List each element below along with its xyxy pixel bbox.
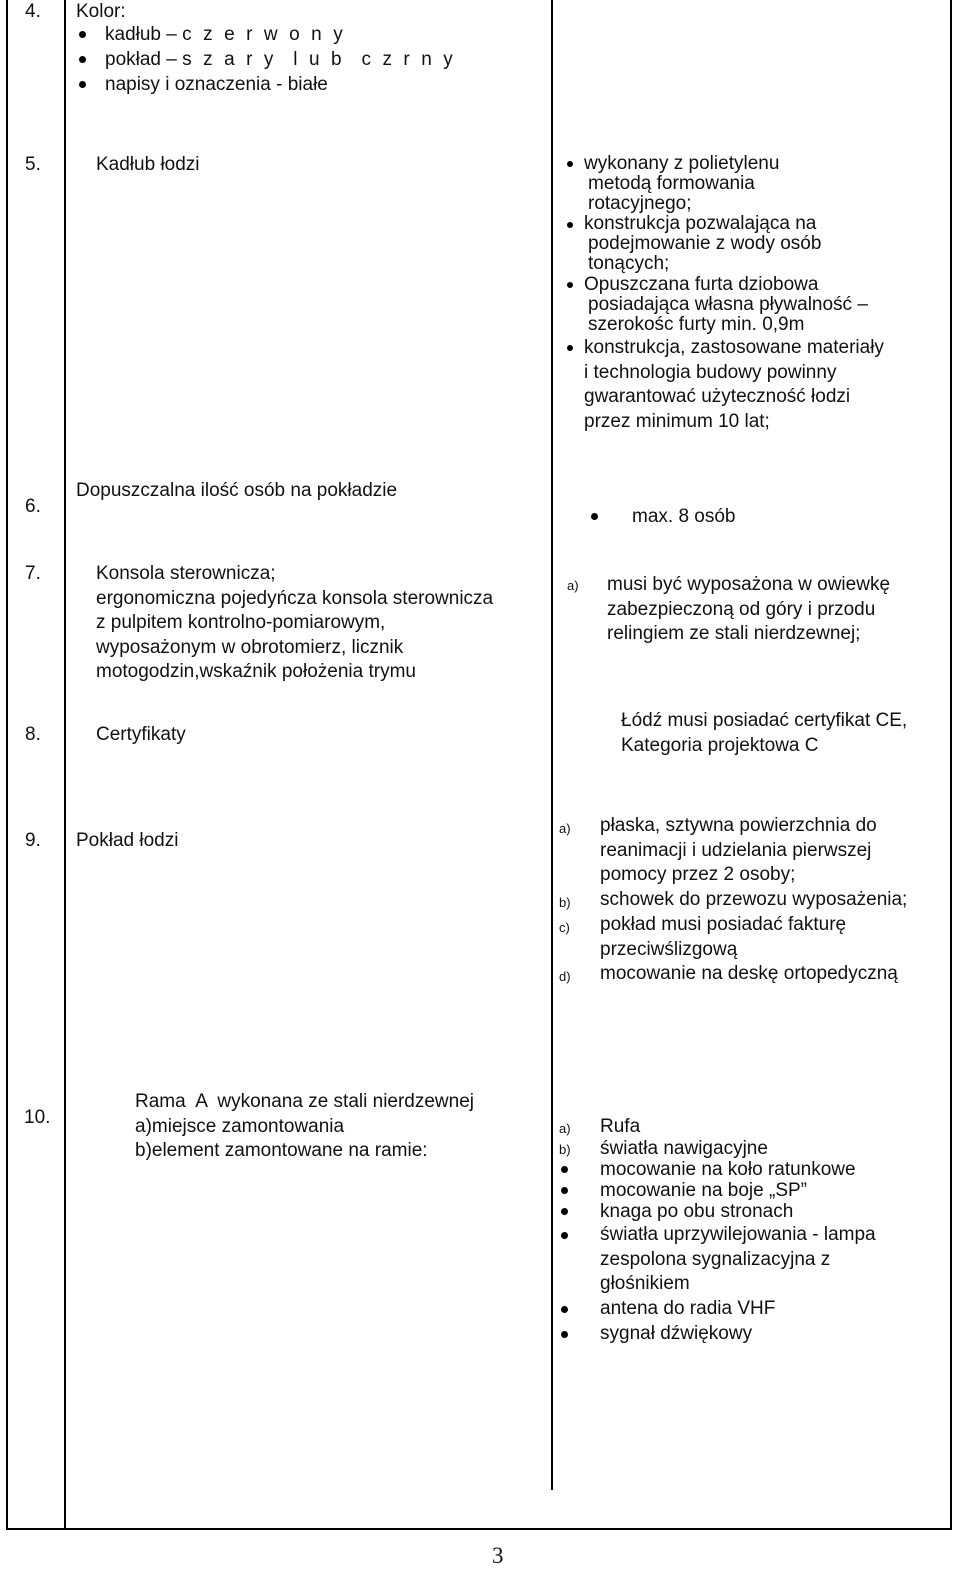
item-label: c) <box>559 920 570 935</box>
list-item: światła nawigacyjne <box>600 1138 768 1159</box>
table-border-bottom <box>6 1528 952 1530</box>
bullet-icon <box>79 81 86 88</box>
bullet-icon <box>567 345 573 351</box>
bullet-icon <box>561 1187 568 1194</box>
table-border-left <box>6 0 8 1529</box>
list-item: konstrukcja pozwalająca na podejmowanie z wody osób tonących; <box>584 213 822 274</box>
row-description: Konsola sterownicza; ergonomiczna pojedyńcza konsola sterownicza z pulpitem kontrolno-pomiarowym, wyposażonym w obrotomierz, licznik motogodzin,wskaźnik położenia trymu <box>96 563 494 682</box>
table-border-right <box>950 0 952 1529</box>
list-item: mocowanie na koło ratunkowe <box>600 1159 856 1180</box>
item-label: a) <box>559 821 571 836</box>
row-title: Certyfikaty <box>96 724 186 745</box>
bullet-icon <box>567 222 573 228</box>
row-number: 5. <box>25 154 41 175</box>
list-item: kadłub – c z e r w o n y <box>105 24 346 45</box>
bullet-icon <box>561 1306 568 1313</box>
list-item: Rufa <box>600 1116 641 1137</box>
item-label: a) <box>559 1121 571 1136</box>
list-item: mocowanie na deskę ortopedyczną <box>600 963 898 984</box>
bullet-icon <box>567 161 573 167</box>
list-item: knaga po obu stronach <box>600 1201 794 1222</box>
bullet-icon <box>79 56 86 63</box>
page-number: 3 <box>492 1543 504 1568</box>
row-title: Dopuszczalna ilość osób na pokładzie <box>76 480 398 501</box>
list-item: pokład – s z a r y l u b c z r n y <box>105 49 456 70</box>
row-value: Łódź musi posiadać certyfikat CE, Kategoria projektowa C <box>621 710 908 756</box>
row-number: 9. <box>25 830 41 851</box>
row-number: 10. <box>24 1107 51 1128</box>
bullet-icon <box>79 31 86 38</box>
table-border-number-col <box>64 0 66 1529</box>
list-item: światła uprzywilejowania - lampa zespolona sygnalizacyjna z głośnikiem <box>600 1224 876 1294</box>
bullet-icon <box>561 1208 568 1215</box>
list-item: konstrukcja, zastosowane materiały i technologia budowy powinny gwarantować użyteczność łodzi przez minimum 10 lat; <box>584 337 884 432</box>
table-border-middle-col <box>551 0 553 1490</box>
list-item: napisy i oznaczenia - białe <box>105 74 328 95</box>
bullet-icon <box>591 513 598 520</box>
bullet-icon <box>561 1232 568 1239</box>
list-item: mocowanie na boje „SP” <box>600 1180 807 1201</box>
list-item: płaska, sztywna powierzchnia do reanimacji i udzielania pierwszej pomocy przez 2 osoby; <box>600 815 877 885</box>
row-description: Rama A wykonana ze stali nierdzewnej a)miejsce zamontowania b)element zamontowane na ramie: <box>135 1091 475 1161</box>
list-item: wykonany z polietylenu metodą formowania rotacyjnego; <box>584 153 780 214</box>
list-item: schowek do przewozu wyposażenia; <box>600 889 908 910</box>
list-item: musi być wyposażona w owiewkę zabezpieczoną od góry i przodu relingiem ze stali nierdzewnej; <box>607 574 891 644</box>
row-number: 6. <box>25 496 41 517</box>
row-number: 7. <box>25 563 41 584</box>
list-item: Opuszczana furta dziobowa posiadająca własna pływalność – szerokośc furty min. 0,9m <box>584 274 868 335</box>
bullet-icon <box>561 1331 568 1338</box>
row-number: 8. <box>25 724 41 745</box>
row-title: Kadłub łodzi <box>96 154 200 175</box>
row-value: max. 8 osób <box>632 506 736 527</box>
bullet-icon <box>567 282 573 288</box>
row-title: Pokład łodzi <box>76 830 179 851</box>
row-number: 4. <box>25 1 41 22</box>
list-item: pokład musi posiadać fakturę przeciwślizgową <box>600 914 847 960</box>
item-label: b) <box>559 1142 571 1157</box>
row-title: Kolor: <box>76 1 126 22</box>
item-label: b) <box>559 895 571 910</box>
item-label: a) <box>567 578 579 593</box>
list-item: sygnał dźwiękowy <box>600 1323 753 1344</box>
bullet-icon <box>561 1166 568 1173</box>
list-item: antena do radia VHF <box>600 1298 776 1319</box>
item-label: d) <box>559 969 571 984</box>
